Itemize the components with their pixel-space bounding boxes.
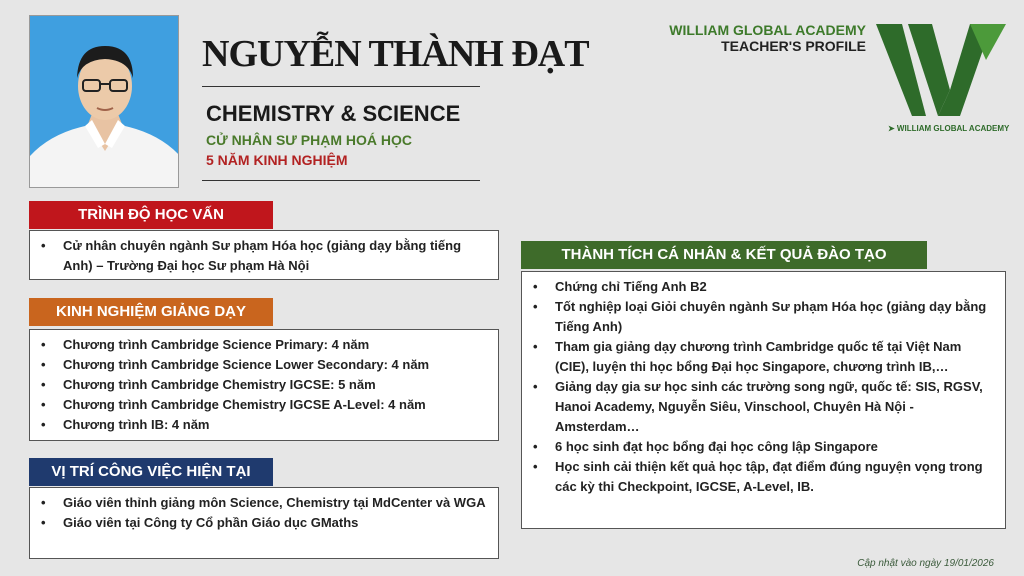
education-box	[29, 230, 499, 280]
divider-top	[202, 86, 480, 87]
achievements-box	[521, 271, 1006, 529]
teacher-subject: CHEMISTRY & SCIENCE	[206, 101, 461, 126]
list-item: • 6 học sinh đạt học bổng đại học công lập Singapore	[530, 437, 997, 457]
list-item: • Chương trình Cambridge Chemistry IGCSE A-Level: 4 năm	[38, 395, 490, 415]
academy-name: WILLIAM GLOBAL ACADEMY	[669, 22, 866, 38]
list-item: • Tốt nghiệp loại Giỏi chuyên ngành Sư phạm Hóa học (giảng dạy bằng Tiếng Anh)	[530, 297, 997, 337]
list-item: • Chứng chỉ Tiếng Anh B2	[530, 277, 997, 297]
list-item: • Chương trình Cambridge Chemistry IGCSE: 5 năm	[38, 375, 490, 395]
academy-title-block	[669, 22, 866, 54]
position-header: VỊ TRÍ CÔNG VIỆC HIỆN TẠI	[29, 458, 273, 486]
list-item: • Học sinh cải thiện kết quả học tập, đạt điểm đúng nguyện vọng trong các kỳ thi Checkpoint, IGCSE, A-Level, IB.	[530, 457, 997, 497]
list-item: • Tham gia giảng dạy chương trình Cambridge quốc tế tại Việt Nam (CIE), luyện thi học bổng Đại học Singapore, chương trình IB,…	[530, 337, 997, 377]
divider-bottom	[202, 180, 480, 181]
teacher-photo	[29, 15, 179, 188]
teacher-experience: 5 NĂM KINH NGHIỆM	[206, 152, 348, 168]
list-item: • Giáo viên tại Công ty Cổ phần Giáo dục GMaths	[38, 513, 490, 533]
list-item: • Chương trình Cambridge Science Lower Secondary: 4 năm	[38, 355, 490, 375]
education-header: TRÌNH ĐỘ HỌC VẤN	[29, 201, 273, 229]
profile-label: TEACHER'S PROFILE	[721, 38, 866, 54]
list-item: • Chương trình IB: 4 năm	[38, 415, 490, 435]
wga-logo-icon	[874, 20, 1006, 120]
list-item: • Chương trình Cambridge Science Primary: 4 năm	[38, 335, 490, 355]
position-box	[29, 487, 499, 559]
updated-date: Cập nhật vào ngày 19/01/2026	[857, 558, 994, 569]
list-item: • Giảng dạy gia sư học sinh các trường song ngữ, quốc tế: SIS, RGSV, Hanoi Academy, Nguyễn Siêu, Vinschool, Chuyên Hà Nội - Amsterdam…	[530, 377, 997, 437]
teaching-box	[29, 329, 499, 441]
teacher-degree: CỬ NHÂN SƯ PHẠM HOÁ HỌC	[206, 132, 413, 148]
teaching-header: KINH NGHIỆM GIẢNG DẠY	[29, 298, 273, 326]
teacher-name: NGUYỄN THÀNH ĐẠT	[202, 33, 589, 75]
logo-caption: ➤ WILLIAM GLOBAL ACADEMY	[888, 124, 1010, 133]
achievements-header: THÀNH TÍCH CÁ NHÂN & KẾT QUẢ ĐÀO TẠO	[521, 241, 927, 269]
list-item: • Cử nhân chuyên ngành Sư phạm Hóa học (giảng dạy bằng tiếng Anh) – Trường Đại học Sư phạm Hà Nội	[38, 236, 490, 276]
list-item: • Giáo viên thỉnh giảng môn Science, Chemistry tại MdCenter và WGA	[38, 493, 490, 513]
